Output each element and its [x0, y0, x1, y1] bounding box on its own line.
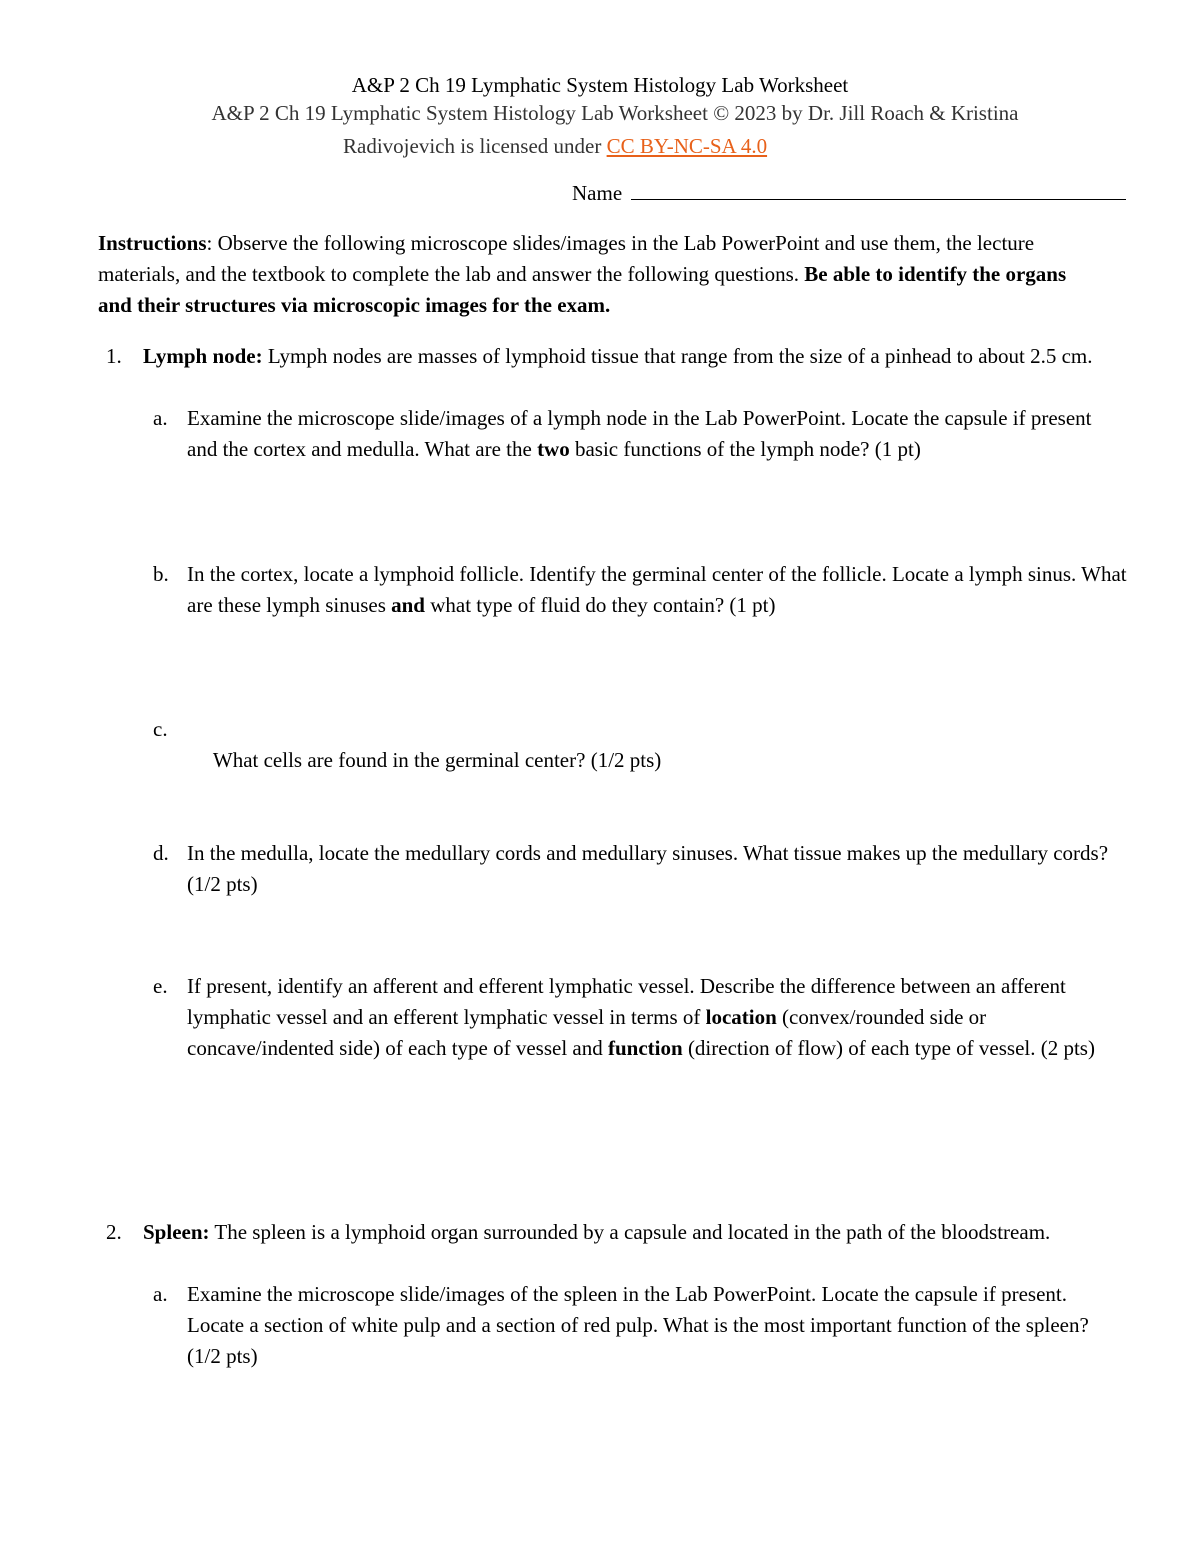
- attribution-line-1: A&P 2 Ch 19 Lymphatic System Histology Lab Worksheet © 2023 by Dr. Jill Roach & Kristina: [211, 101, 1019, 125]
- instructions-text: Observe the following microscope slides/images in the Lab PowerPoint and use them, the lecture materials, and the textbook to complete the lab and answer the following questions.: [98, 231, 1035, 286]
- question-title: Lymph node:: [143, 344, 263, 368]
- name-label: Name: [572, 181, 628, 205]
- sub-text-bold: location: [705, 1005, 777, 1029]
- page-title: A&P 2 Ch 19 Lymphatic System Histology Lab Worksheet: [351, 73, 849, 97]
- sub-question-2a: [187, 1279, 1127, 1372]
- name-blank-line[interactable]: [631, 177, 1126, 200]
- question-text: Lymph nodes are masses of lymphoid tissue that range from the size of a pinhead to about 2.5 cm.: [262, 344, 1093, 368]
- sub-question-1c: [187, 714, 1127, 807]
- sub-text-part: What cells are found in the germinal center? (1/2 pts): [208, 748, 662, 772]
- sub-text-bold: two: [537, 437, 570, 461]
- question-number: 1.: [106, 344, 122, 368]
- sub-letter: a.: [153, 1282, 168, 1306]
- attribution-prefix: Radivojevich is licensed under: [343, 134, 607, 158]
- sub-letter: a.: [153, 406, 168, 430]
- sub-text-part: In the cortex, locate a lymphoid follicle. Identify the germinal center of the follicle. Locate a lymph sinus. What are these lymph sinuses: [187, 562, 1127, 617]
- sub-text-part: In the medulla, locate the medullary cords and medullary sinuses. What tissue makes up the medullary cords? (1/2 pts): [187, 841, 1109, 896]
- sub-text-bold: and: [391, 593, 425, 617]
- question-text: The spleen is a lymphoid organ surrounded by a capsule and located in the path of the bloodstream.: [209, 1220, 1051, 1244]
- license-link[interactable]: CC BY-NC-SA 4.0: [606, 134, 768, 158]
- sub-letter: b.: [153, 562, 169, 586]
- question-spleen: [143, 1217, 1103, 1248]
- question-title: Spleen:: [143, 1220, 210, 1244]
- instructions-colon: :: [206, 231, 218, 255]
- sub-text-part: (convex/rounded side or concave/indented side) of each type of vessel and: [187, 1005, 987, 1060]
- sub-letter: d.: [153, 841, 169, 865]
- instructions-label: Instructions: [98, 231, 207, 255]
- attribution-line-2: [343, 131, 767, 162]
- question-number: 2.: [106, 1220, 122, 1244]
- sub-letter: c.: [153, 717, 168, 741]
- sub-question-1d: [187, 838, 1127, 900]
- question-lymph-node: [143, 341, 1103, 372]
- sub-text-part: Examine the microscope slide/images of the spleen in the Lab PowerPoint. Locate the capsule if present. Locate a section of white pulp and a section of red pulp. What is the most important function of the spleen? (1/2 pts): [187, 1282, 1089, 1368]
- sub-question-1e: [187, 971, 1127, 1064]
- sub-text-bold: function: [608, 1036, 683, 1060]
- name-field: [572, 177, 1126, 209]
- sub-text-part: Examine the microscope slide/images of a lymph node in the Lab PowerPoint. Locate the capsule if present and the cortex and medulla. What are the: [187, 406, 1092, 461]
- sub-question-1b: [187, 559, 1127, 621]
- sub-text-part: basic functions of the lymph node? (1 pt): [569, 437, 921, 461]
- instructions-paragraph: [98, 228, 1078, 321]
- sub-text-part: (direction of flow) of each type of vessel. (2 pts): [682, 1036, 1095, 1060]
- sub-text-part: what type of fluid do they contain? (1 pt): [424, 593, 776, 617]
- instructions-bold-text: Be able to identify the organs and their structures via microscopic images for the exam.: [98, 262, 1067, 317]
- sub-question-1a: [187, 403, 1127, 465]
- sub-letter: e.: [153, 974, 168, 998]
- sub-text-part: If present, identify an afferent and efferent lymphatic vessel. Describe the difference between an afferent lymphatic vessel and an efferent lymphatic vessel in terms of: [187, 974, 1066, 1029]
